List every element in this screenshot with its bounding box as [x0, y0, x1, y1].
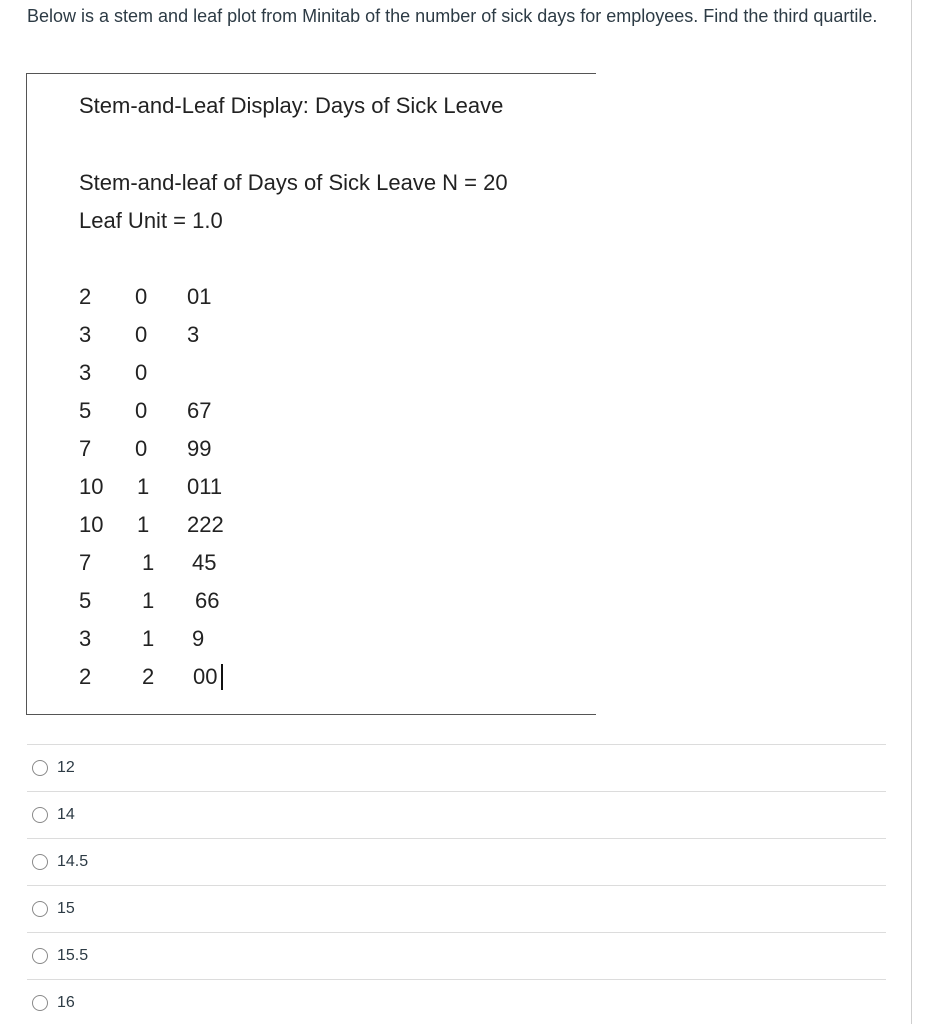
page-right-border	[911, 0, 912, 1024]
answer-label: 14	[57, 806, 75, 823]
answer-label: 16	[57, 994, 75, 1011]
radio-button[interactable]	[32, 995, 48, 1011]
answer-options	[27, 744, 886, 1026]
depth-cell: 7	[79, 436, 92, 461]
stem-cell: 0	[135, 322, 148, 347]
leaf-cell: 67	[187, 398, 212, 423]
question-text: Below is a stem and leaf plot from Minitab of the number of sick days for employees. Find the third quartile.	[27, 6, 878, 26]
answer-label: 15.5	[57, 947, 89, 964]
figure-leaf-unit: Leaf Unit = 1.0	[79, 208, 223, 233]
stem-cell: 1	[142, 550, 155, 575]
leaf-cell: 66	[195, 588, 220, 613]
radio-button[interactable]	[32, 807, 48, 823]
answer-option[interactable]	[27, 744, 886, 791]
answer-label: 12	[57, 759, 75, 776]
stem-cell: 0	[135, 398, 148, 423]
stem-cell: 0	[135, 284, 148, 309]
figure-subtitle: Stem-and-leaf of Days of Sick Leave N = 20	[79, 170, 508, 195]
radio-button[interactable]	[32, 948, 48, 964]
leaf-cell: 01	[187, 284, 212, 309]
depth-cell: 5	[79, 588, 92, 613]
depth-cell: 2	[79, 664, 92, 689]
depth-cell: 7	[79, 550, 92, 575]
answer-option[interactable]	[27, 885, 886, 932]
leaf-cell: 222	[187, 512, 224, 537]
depth-cell: 10	[79, 512, 104, 537]
figure-title: Stem-and-Leaf Display: Days of Sick Leave	[79, 93, 504, 118]
leaf-cell: 45	[192, 550, 217, 575]
depth-cell: 10	[79, 474, 104, 499]
answer-option[interactable]	[27, 791, 886, 838]
text-cursor-mark	[221, 664, 223, 690]
stem-cell: 2	[142, 664, 155, 689]
leaf-cell: 3	[187, 322, 200, 347]
stem-and-leaf-figure	[26, 73, 596, 715]
stem-cell: 1	[142, 588, 155, 613]
depth-cell: 2	[79, 284, 92, 309]
depth-cell: 3	[79, 626, 92, 651]
answer-option[interactable]	[27, 932, 886, 979]
depth-cell: 3	[79, 322, 92, 347]
answer-option[interactable]	[27, 979, 886, 1026]
radio-button[interactable]	[32, 901, 48, 917]
stem-cell: 1	[142, 626, 155, 651]
depth-cell: 5	[79, 398, 92, 423]
answer-label: 14.5	[57, 853, 89, 870]
answer-option[interactable]	[27, 838, 886, 885]
leaf-cell: 00	[193, 664, 218, 689]
stem-cell: 0	[135, 436, 148, 461]
leaf-cell: 9	[192, 626, 205, 651]
answer-label: 15	[57, 900, 75, 917]
leaf-cell: 011	[187, 474, 223, 499]
depth-cell: 3	[79, 360, 92, 385]
stem-cell: 1	[137, 512, 150, 537]
radio-button[interactable]	[32, 760, 48, 776]
radio-button[interactable]	[32, 854, 48, 870]
stem-cell: 0	[135, 360, 148, 385]
stem-cell: 1	[137, 474, 150, 499]
leaf-cell: 99	[187, 436, 212, 461]
